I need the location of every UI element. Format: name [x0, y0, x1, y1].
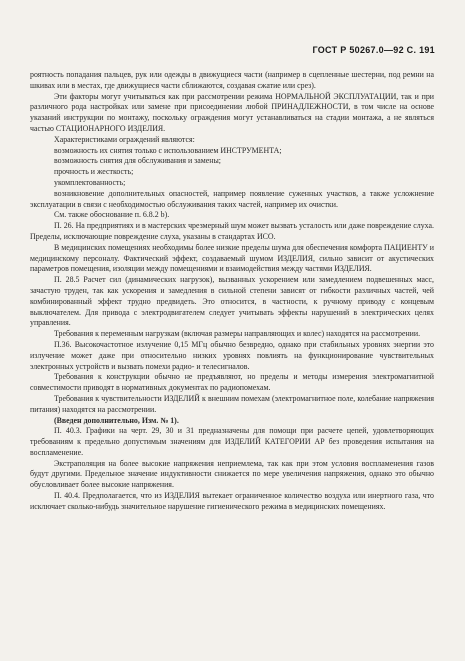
paragraph: В медицинских помещениях необходимы более низкие пределы шума для обеспечения комфорта ПАЦИЕНТУ и медицинскому персоналу. Фактический эффект, создаваемый шумом ИЗДЕЛИЯ, сильно зависит от акустических параметров помещения, изоляции между помещениями и взаимодействия между частями ИЗДЕЛИЯ.	[30, 242, 434, 274]
paragraph: П. 26. На предприятиях и в мастерских чрезмерный шум может вызвать усталость или даже повреждение слуха. Пределы, исключающие повреждение слуха, указаны в стандартах ИСО.	[30, 221, 434, 241]
paragraph: П. 40.3. Графики на черт. 29, 30 и 31 предназначены для помощи при расчете цепей, удовлетворяющих требованиям к предельно допустимым значениям для ИЗДЕЛИЙ КАТЕГОРИИ АР без проведения испытания на воспламенение.	[30, 426, 434, 457]
paragraph: Требования к чувствительности ИЗДЕЛИЙ к внешним помехам (электромагнитное поле, колебание напряжения питания) находятся на рассмотрении.	[30, 393, 434, 414]
paragraph: П.36. Высокочастотное излучение 0,15 МГц обычно безвредно, однако при стабильных уровнях энергии это излучение может даже при относительно низких уровнях повлиять на функционирование чувствительных электронных устройств и вызвать помехи радио- и телесигналов.	[30, 339, 434, 371]
paragraph: Требования к конструкции обычно не предъявляют, но пределы и методы измерения электромагнитной совместимости приводят в нормативных документах по радиопомехам.	[30, 372, 434, 393]
paragraph: роятность попадания пальцев, рук или одежды в движущиеся части (например в сцепленные шестерни, под ремни на шкивах или в местах, где движущиеся части сближаются, создавая сжатие или срез).	[30, 70, 434, 90]
paragraph: П. 40.4. Предполагается, что из ИЗДЕЛИЯ вытекает ограниченное количество воздуха или инертного газа, что исключает сколько-нибудь значительное нарушение гигиенического режима в медицинских помещениях.	[30, 491, 434, 511]
paragraph: Эти факторы могут учитываться как при рассмотрении режима НОРМАЛЬНОЙ ЭКСПЛУАТАЦИИ, так и при различного рода настройках или замене при присоединении любой ПРИНАДЛЕЖНОСТИ, в том числе на основе указаний инструкции по монтажу, поскольку ограждения могут устанавливаться на стадии монтажа, а не являться частью СТАЦИОНАРНОГО ИЗДЕЛИЯ.	[30, 91, 434, 133]
paragraph: возможность снятия для обслуживания и замены;	[54, 156, 221, 166]
paragraph: Характеристиками ограждений являются:	[54, 134, 195, 144]
paragraph: Требования к переменным нагрузкам (включая размеры направляющих и колес) находятся на рассмотрении.	[54, 329, 421, 339]
paragraph: Экстраполяция на более высокие напряжения неприемлема, так как при этом условия воспламенения газов будут другими. Предельное значение индуктивности снижается по мере увеличения напряжения, однако это обычно обусловливает более высокие напряжения.	[30, 458, 434, 490]
amendment-note: (Введен дополнительно, Изм. № 1).	[54, 415, 179, 425]
paragraph: возможность их снятия только с использованием ИНСТРУМЕНТА;	[54, 145, 282, 155]
paragraph: укомплектованность;	[54, 177, 126, 187]
paragraph: П. 28.5 Расчет сил (динамических нагрузок), вызванных ускорением или замедлением подвешенных масс, зачастую труден, так как ускорения и замедления в сильной степени зависят от гибкости различных частей, чей комбинированный эффект трудно предвидеть. Это относится, в частности, к ручному приводу с концевым выключателем. Для привода с электродвигателем следует учитывать эффекты нарушений в электрических целях управления.	[30, 275, 434, 328]
paragraph: См. также обоснование п. 6.8.2 b).	[54, 210, 170, 220]
paragraph: прочность и жесткость;	[54, 167, 134, 177]
body-text	[30, 70, 434, 513]
paragraph: возникновение дополнительных опасностей, например появление суженных участков, а также усложнение эксплуатации в связи с необходимостью обслуживания таких частей, например их очистки.	[30, 188, 434, 209]
page-header: ГОСТ Р 50267.0—92 С. 191	[312, 45, 435, 55]
